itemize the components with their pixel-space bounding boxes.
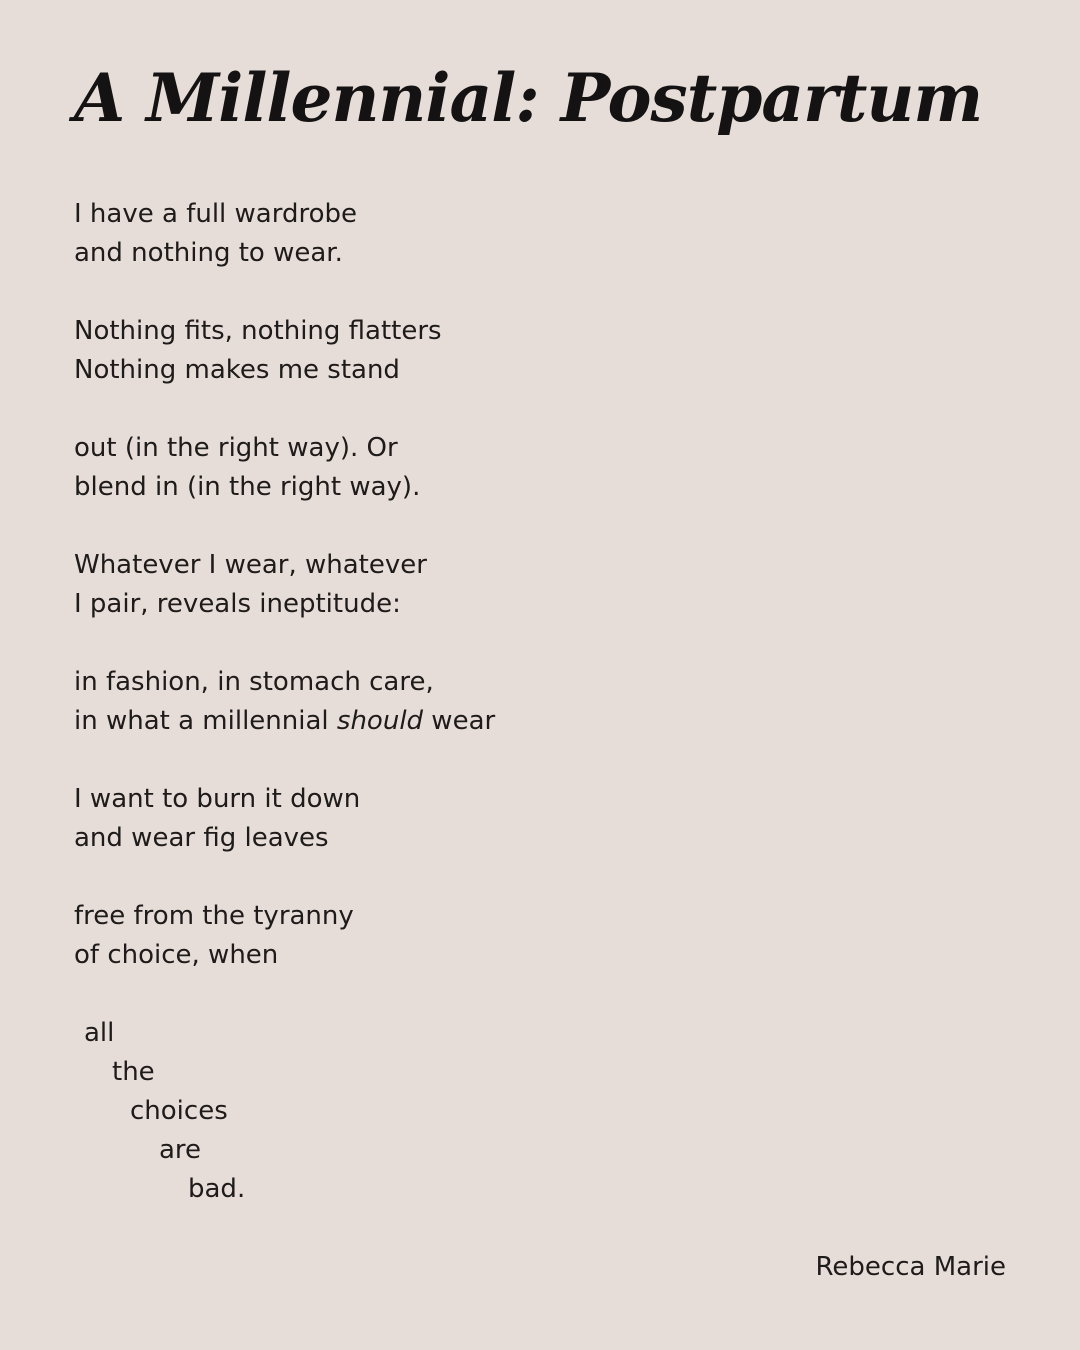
poem-line: in fashion, in stomach care, [74, 667, 434, 697]
stanza [74, 663, 495, 741]
cascade-line: are [159, 1135, 202, 1165]
cascading-stanza [74, 1014, 495, 1209]
stanza [74, 429, 495, 507]
poem-title: A Millennial: Postpartum [74, 59, 983, 137]
line-text-before: in what a millennial [74, 706, 337, 736]
poem-line: Nothing fits, nothing flatters [74, 316, 442, 346]
poem-line: free from the tyranny [74, 901, 354, 931]
cascade-line: all [84, 1018, 115, 1048]
poem-line: I want to burn it down [74, 784, 361, 814]
poem-line: blend in (in the right way). [74, 472, 421, 502]
poem-line: out (in the right way). Or [74, 433, 398, 463]
poem-line-emphasis [74, 702, 495, 741]
poem-line: and nothing to wear. [74, 238, 343, 268]
poem-line: and wear fig leaves [74, 823, 329, 853]
stanza [74, 897, 495, 975]
poem-line: Whatever I wear, whatever [74, 550, 427, 580]
emphasized-word: should [336, 706, 424, 736]
line-text-after: wear [423, 706, 496, 736]
author-signature: Rebecca Marie [815, 1252, 1006, 1282]
cascade-line: the [112, 1057, 155, 1087]
stanza [74, 546, 495, 624]
cascade-line: choices [130, 1096, 228, 1126]
poem-line: I have a full wardrobe [74, 199, 357, 229]
stanza [74, 312, 495, 390]
stanza [74, 195, 495, 273]
poem-line: I pair, reveals ineptitude: [74, 589, 401, 619]
cascade-line: bad. [188, 1174, 246, 1204]
poem-line: of choice, when [74, 940, 279, 970]
poem-body [74, 195, 495, 1248]
poem-line: Nothing makes me stand [74, 355, 400, 385]
stanza [74, 780, 495, 858]
